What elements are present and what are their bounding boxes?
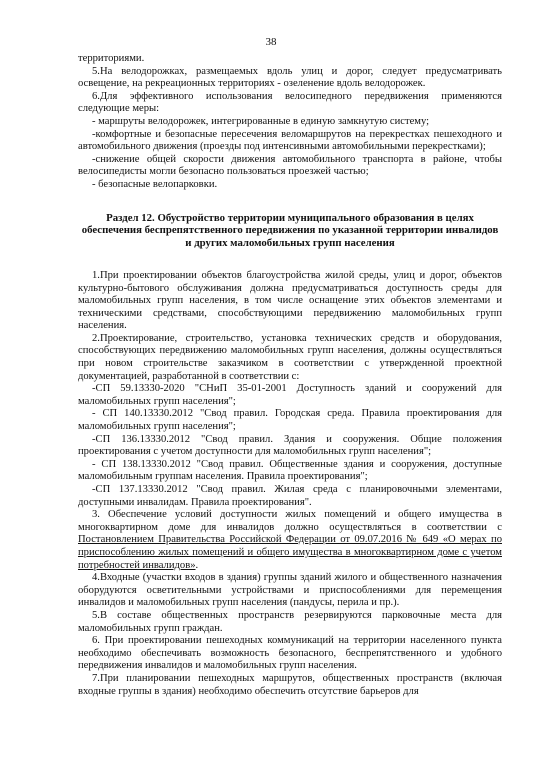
paragraph: 5.В составе общественных пространств резервируются парковочные места для маломобильных групп граждан. — [78, 609, 502, 634]
item-3-lead: 3. Обеспечение условий доступности жилых помещений и общего имущества в многоквартирном доме для инвалидов должно осуществляться в соответствии с — [78, 509, 502, 533]
paragraph-item-3 — [78, 509, 502, 572]
paragraph: 7.При планировании пешеходных маршрутов, общественных пространств (включая входные группы в здания) необходимо обеспечить отсутствие барьеров для — [78, 672, 502, 697]
item-3-tail: . — [195, 559, 199, 571]
section-heading: Раздел 12. Обустройство территории муниципального образования в целях обеспечения беспрепятственного передвижения по указанной территории инвалидов и других маломобильных групп населения — [81, 211, 499, 250]
paragraph: - маршруты велодорожек, интегрированные в единую замкнутую систему; — [92, 115, 430, 127]
paragraph: территориями. — [78, 53, 145, 64]
paragraph: 4.Входные (участки входов в здания) группы зданий жилого и общественного назначения оборудуются осветительными устройствами и приспособлениями для перемещения инвалидов и маломобильных групп населения (пандусы, перила и пр.). — [78, 572, 502, 609]
decree-link[interactable]: Постановлением Правительства Российской Федерации от 09.07.2016 № 649 «О мерах по приспособлению жилых помещений и общего имущества в многоквартирном доме с учетом потребностей инвалидов» — [78, 534, 502, 571]
paragraph: 6.Для эффективного использования велосипедного передвижения применяются следующие меры: — [78, 90, 502, 115]
paragraph: - СП 138.13330.2012 "Свод правил. Общественные здания и сооружения, доступные маломобильным группам населения. Правила проектирования"; — [78, 458, 502, 483]
paragraph: 6. При проектировании пешеходных коммуникаций на территории населенного пункта необходимо обеспечивать возможность безопасного, беспрепятственного и удобного передвижения инвалидов и маломобильных групп населения. — [78, 635, 502, 672]
section-paragraphs — [78, 270, 502, 509]
paragraph: -снижение общей скорости движения автомобильного транспорта в районе, чтобы велосипедисты могли безопасно пользоваться проезжей частью; — [78, 153, 502, 178]
paragraph: -СП 136.13330.2012 "Свод правил. Здания и сооружения. Общие положения проектирования с учетом доступности для маломобильных групп населения"; — [78, 433, 502, 458]
paragraph: 5.На велодорожках, размещаемых вдоль улиц и дорог, следует предусматривать освещение, на рекреационных территориях - озеленение вдоль велодорожек. — [78, 65, 502, 90]
intro-paragraphs — [78, 53, 502, 192]
page-body — [78, 53, 502, 698]
page-number: 38 — [265, 36, 277, 48]
paragraph: 1.При проектировании объектов благоустройства жилой среды, улиц и дорог, объектов культурно-бытового обслуживания должна предусматриваться доступность среды для маломобильных групп населения, в том числе оснащение этих объектов элементами и техническими средствами, способствующими передвижению маломобильных групп населения. — [78, 269, 502, 332]
closing-paragraphs — [78, 572, 502, 698]
paragraph: 2.Проектирование, строительство, установка технических средств и оборудования, способствующих передвижению маломобильных групп населения, должны осуществляться при новом строительстве заказчиком в соответствии с утвержденной проектной документацией, разработанной в соответствии с: — [78, 332, 502, 382]
paragraph: - СП 140.13330.2012 "Свод правил. Городская среда. Правила проектирования для маломобильных групп населения"; — [78, 408, 502, 433]
paragraph: -СП 137.13330.2012 "Свод правил. Жилая среда с планировочными элементами, доступными инвалидам. Правила проектирования". — [78, 484, 502, 508]
paragraph: -СП 59.13330-2020 "СНиП 35-01-2001 Доступность зданий и сооружений для маломобильных групп населения"; — [78, 383, 502, 407]
paragraph: -комфортные и безопасные пересечения веломаршрутов на перекрестках пешеходного и автомобильного движения (проезды под интенсивными автомобильными перекрестками); — [78, 128, 502, 153]
paragraph: - безопасные велопарковки. — [92, 178, 218, 190]
